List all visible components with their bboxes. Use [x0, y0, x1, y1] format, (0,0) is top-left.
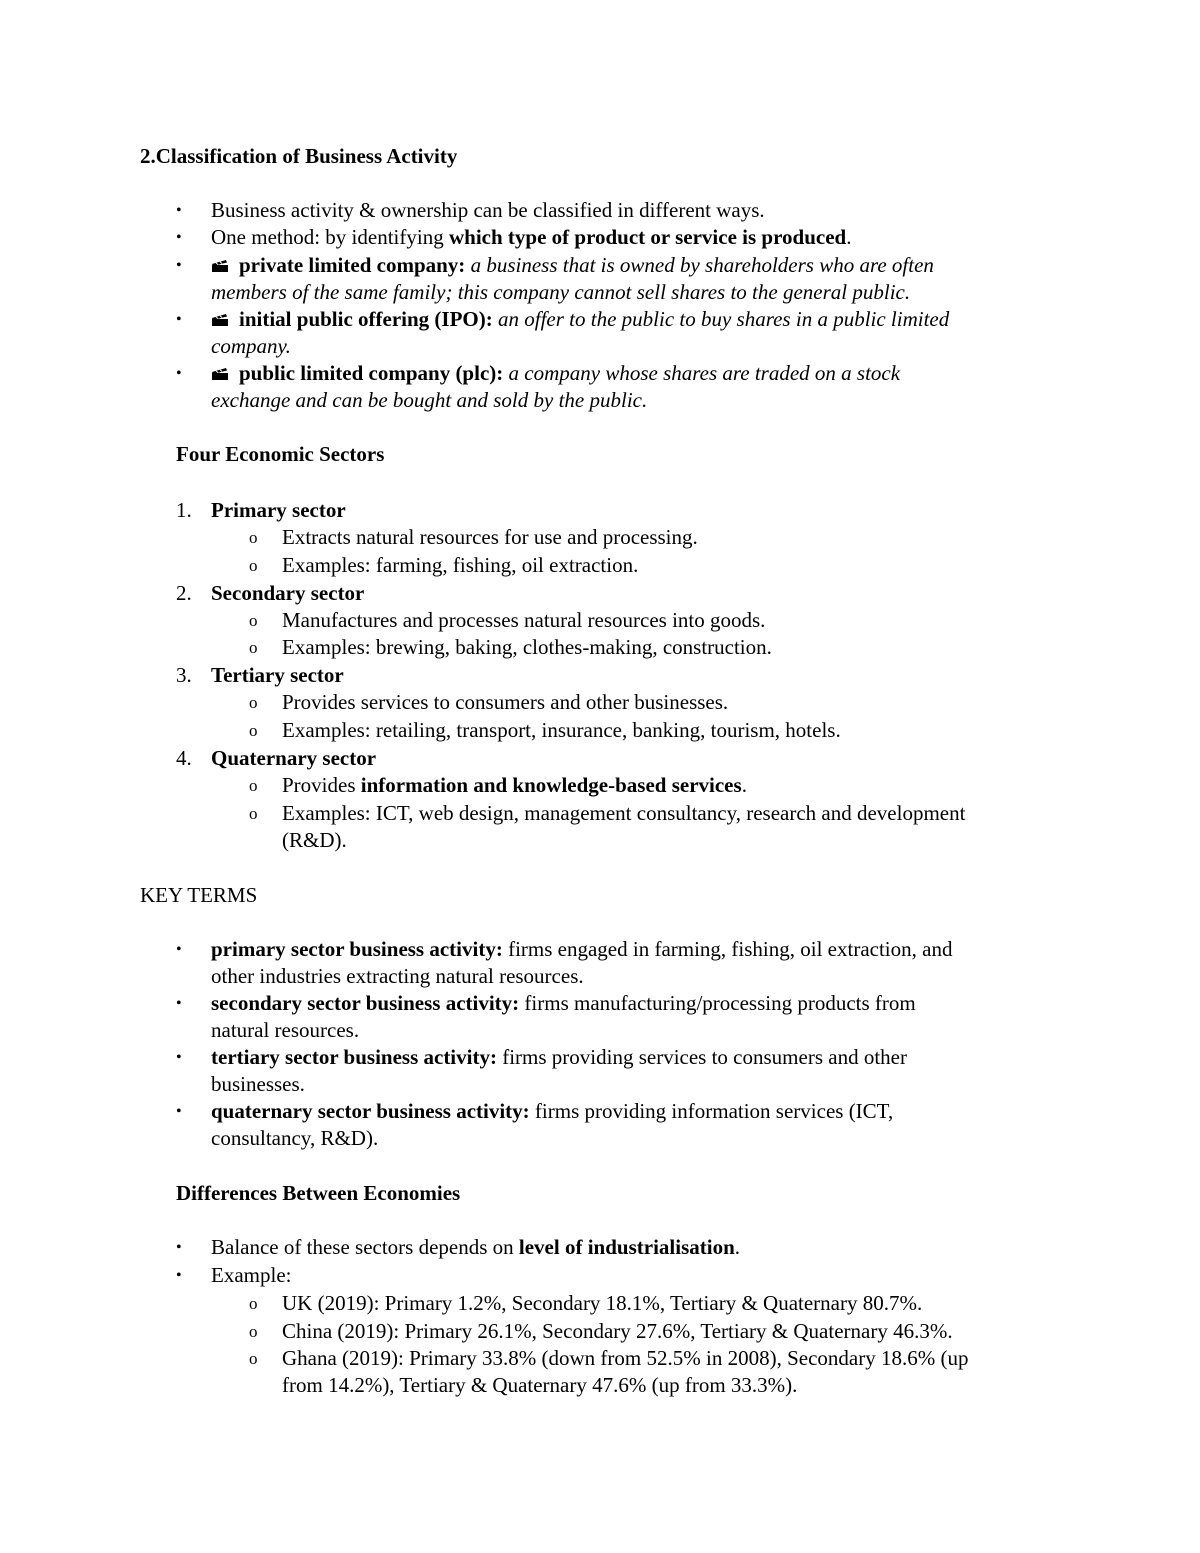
circle-bullet: o [249, 611, 258, 630]
sector-point [282, 772, 747, 799]
definition: firms engaged in farming, fishing, oil extraction, and [502, 937, 953, 961]
term: public limited company (plc): [239, 361, 504, 385]
sector-point: Provides services to consumers and other businesses. [282, 690, 729, 714]
circle-bullet: o [249, 556, 258, 575]
circle-bullet: o [249, 721, 258, 740]
key-term [211, 1098, 893, 1125]
definition: a business that is owned by shareholders who are often [465, 253, 934, 277]
bullet-glyph: • [176, 995, 182, 1012]
bullet-glyph: • [176, 257, 182, 274]
list-number: 3. [176, 663, 192, 687]
bullet-glyph: • [176, 1267, 182, 1284]
definition: firms providing services to consumers and other [496, 1045, 907, 1069]
term: primary sector business activity: [211, 937, 503, 961]
economies-heading: Differences Between Economies [176, 1181, 461, 1205]
term: secondary sector business activity: [211, 991, 520, 1015]
text: . [741, 773, 747, 797]
sector-point: Examples: retailing, transport, insurance, banking, tourism, hotels. [282, 718, 841, 742]
circle-bullet: o [249, 804, 258, 823]
circle-bullet: o [249, 1322, 258, 1341]
definition-continued: businesses. [211, 1072, 305, 1096]
bold-text: level of industrialisation [518, 1235, 735, 1259]
bold-text: information and knowledge-based services [360, 773, 742, 797]
sector-point: Examples: ICT, web design, management consultancy, research and development [282, 801, 966, 825]
circle-bullet: o [249, 693, 258, 712]
definition: firms providing information services (ICT, [529, 1099, 894, 1123]
list-number: 1. [176, 498, 192, 522]
definition: an offer to the public to buy shares in a public limited [492, 307, 950, 331]
sector-point: Examples: farming, fishing, oil extraction. [282, 553, 639, 577]
intro-bullet-1: Business activity & ownership can be classified in different ways. [211, 198, 765, 222]
bullet-glyph: • [176, 311, 182, 328]
sector-name: Quaternary sector [211, 746, 377, 770]
definition: firms manufacturing/processing products from [519, 991, 916, 1015]
text: One method: by identifying [211, 225, 449, 249]
clapperboard-icon [211, 314, 229, 327]
economies-bullet-1 [211, 1234, 740, 1261]
bullet-glyph: • [176, 365, 182, 382]
term: tertiary sector business activity: [211, 1045, 497, 1069]
sectors-heading: Four Economic Sectors [176, 442, 385, 466]
definition-continued: natural resources. [211, 1018, 360, 1042]
text: . [734, 1235, 741, 1259]
circle-bullet: o [249, 1294, 258, 1313]
key-term [211, 990, 916, 1017]
definition-continued: company. [211, 334, 291, 358]
economy-example: China (2019): Primary 26.1%, Secondary 27.6%, Tertiary & Quaternary 46.3%. [282, 1319, 953, 1343]
sector-point: Extracts natural resources for use and processing. [282, 525, 698, 549]
economy-example: Ghana (2019): Primary 33.8% (down from 52.5% in 2008), Secondary 18.6% (up [282, 1346, 969, 1370]
economies-bullet-2: Example: [211, 1263, 292, 1287]
intro-bullet-5 [211, 360, 900, 387]
definition: a company whose shares are traded on a stock [503, 361, 901, 385]
text: Balance of these sectors depends on [211, 1235, 519, 1259]
economy-example-continued: from 14.2%), Tertiary & Quaternary 47.6% (up from 33.3%). [282, 1373, 798, 1397]
key-terms-heading: KEY TERMS [140, 883, 258, 907]
sector-name: Primary sector [211, 498, 346, 522]
bullet-glyph: • [176, 229, 182, 246]
definition-continued: other industries extracting natural resources. [211, 964, 584, 988]
bullet-glyph: • [176, 1103, 182, 1120]
clapperboard-icon [211, 368, 229, 381]
term: private limited company: [239, 253, 466, 277]
list-number: 2. [176, 581, 192, 605]
key-term [211, 1044, 907, 1071]
list-number: 4. [176, 746, 192, 770]
key-term [211, 936, 952, 963]
sector-point-continued: (R&D). [282, 828, 347, 852]
definition-continued: exchange and can be bought and sold by the public. [211, 388, 648, 412]
clapperboard-icon [211, 260, 229, 273]
bullet-glyph: • [176, 202, 182, 219]
term: initial public offering (IPO): [239, 307, 493, 331]
text: . [846, 225, 852, 249]
sector-point: Manufactures and processes natural resources into goods. [282, 608, 766, 632]
intro-bullet-4 [211, 306, 949, 333]
section-title: 2.Classification of Business Activity [140, 144, 458, 168]
bullet-glyph: • [176, 941, 182, 958]
intro-bullet-2 [211, 224, 851, 251]
bullet-glyph: • [176, 1239, 182, 1256]
definition-continued: members of the same family; this company cannot sell shares to the general public. [211, 280, 911, 304]
circle-bullet: o [249, 1349, 258, 1368]
economy-example: UK (2019): Primary 1.2%, Secondary 18.1%, Tertiary & Quaternary 80.7%. [282, 1291, 923, 1315]
intro-bullet-3 [211, 252, 934, 279]
bullet-glyph: • [176, 1049, 182, 1066]
circle-bullet: o [249, 776, 258, 795]
circle-bullet: o [249, 638, 258, 657]
term: quaternary sector business activity: [211, 1099, 530, 1123]
definition-continued: consultancy, R&D). [211, 1126, 379, 1150]
sector-point: Examples: brewing, baking, clothes-making, construction. [282, 635, 772, 659]
circle-bullet: o [249, 528, 258, 547]
sector-name: Tertiary sector [211, 663, 344, 687]
sector-name: Secondary sector [211, 581, 365, 605]
bold-text: which type of product or service is produced [448, 225, 847, 249]
text: Provides [282, 773, 361, 797]
